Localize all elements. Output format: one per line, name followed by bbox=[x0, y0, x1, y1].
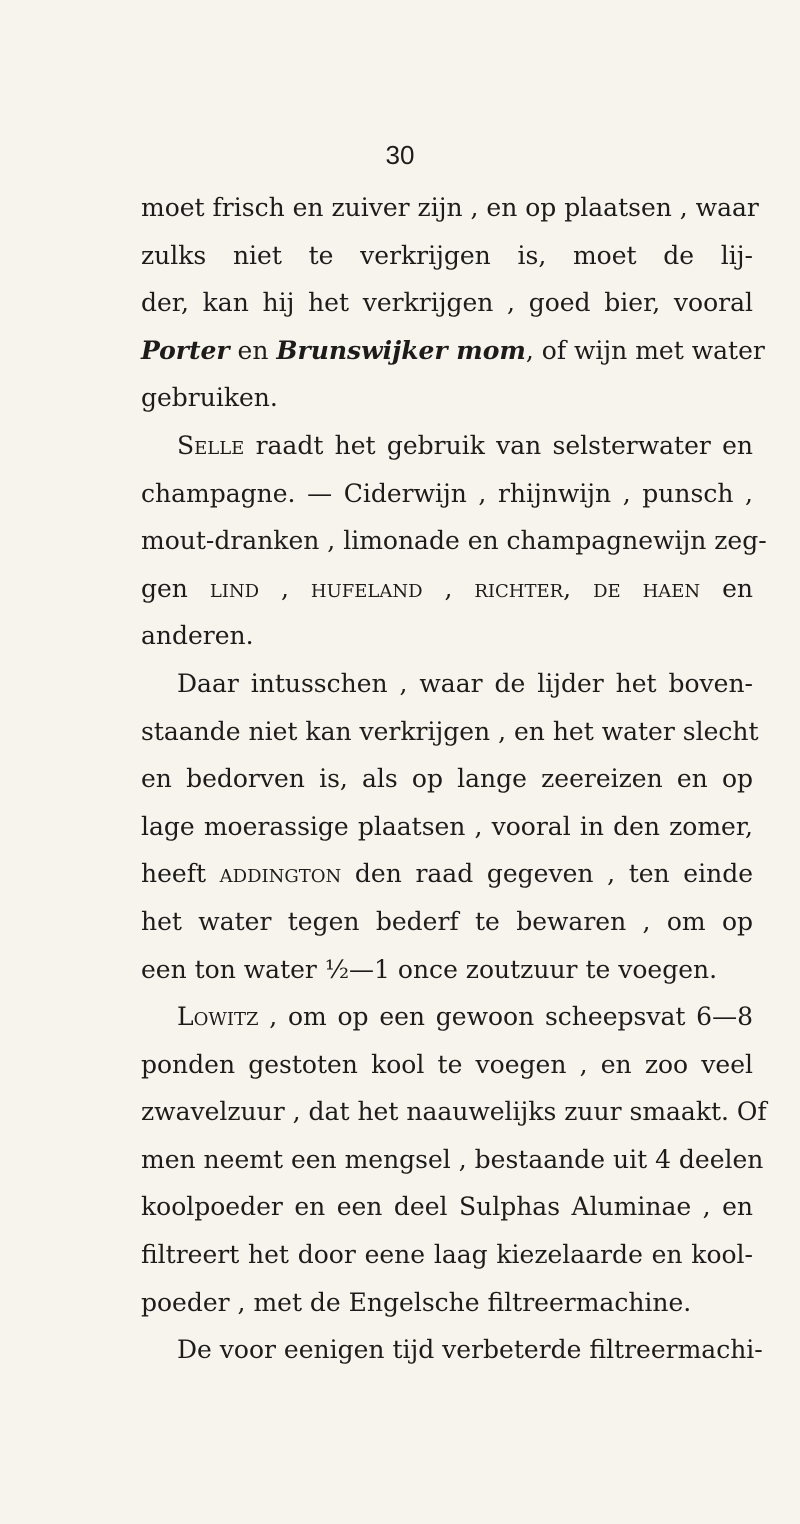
text-line bbox=[141, 993, 753, 1041]
text-line: een ton water ½—1 once zoutzuur te voegen. bbox=[141, 954, 718, 984]
text-run: , of wijn met water bbox=[525, 335, 765, 365]
text-line: mout-dranken , limonade en champagnewijn zeg- bbox=[141, 526, 767, 556]
text-run: der, kan hij het verkrijgen , goed bier, vooral bbox=[141, 288, 753, 318]
text-run: Brunswijker mom bbox=[276, 335, 526, 365]
page-number: 30 bbox=[385, 140, 415, 170]
text-line: moet frisch en zuiver zijn , en op plaatsen , waar bbox=[141, 193, 759, 222]
text-line bbox=[141, 327, 765, 375]
text-line: staande niet kan verkrijgen , en het water slecht bbox=[141, 716, 759, 746]
text-line: ponden gestoten kool te voegen , en zoo veel bbox=[141, 1049, 753, 1079]
text-line: en bedorven is, als op lange zeereizen en op bbox=[141, 764, 753, 794]
text-line: anderen. bbox=[141, 621, 254, 651]
text-line bbox=[141, 279, 753, 327]
body-text bbox=[141, 184, 767, 1374]
text-run: Selle bbox=[177, 430, 245, 460]
text-run: raadt het gebruik van selsterwater en bbox=[244, 430, 753, 460]
text-line bbox=[141, 422, 753, 470]
text-line: zwavelzuur , dat het naauwelijks zuur smaakt. Of bbox=[141, 1097, 767, 1127]
text-run: en bbox=[700, 573, 754, 603]
text-line: De voor eenigen tijd verbeterde filtreermachi- bbox=[177, 1335, 763, 1365]
text-line: men neemt een mengsel , bestaande uit 4 deelen bbox=[141, 1144, 764, 1174]
text-line bbox=[141, 565, 753, 613]
text-line: lage moerassige plaatsen , vooral in den zomer, bbox=[141, 811, 753, 841]
text-line: champagne. — Ciderwijn , rhijnwijn , punsch , bbox=[141, 478, 753, 508]
text-run: Porter bbox=[141, 335, 230, 365]
text-line: Daar intusschen , waar de lijder het boven- bbox=[177, 668, 753, 698]
text-run: , om op een gewoon scheepsvat 6—8 bbox=[258, 1002, 753, 1032]
text-line: gebruiken. bbox=[141, 383, 278, 413]
text-run: lind , hufeland , richter, de haen bbox=[209, 573, 701, 603]
text-run: gen bbox=[141, 573, 210, 603]
text-run: den raad gegeven , ten einde bbox=[341, 859, 753, 889]
text-run: heeft bbox=[141, 859, 220, 889]
text-run: Lowitz bbox=[177, 1002, 259, 1032]
text-run: addington bbox=[219, 859, 342, 889]
text-line: het water tegen bederf te bewaren , om op bbox=[141, 906, 753, 936]
text-run: en bbox=[229, 335, 277, 365]
text-line: poeder , met de Engelsche filtreermachine. bbox=[141, 1287, 692, 1317]
text-line: koolpoeder en een deel Sulphas Aluminae , en bbox=[141, 1192, 753, 1222]
text-line bbox=[141, 850, 753, 898]
text-line: zulks niet te verkrijgen is, moet de lij- bbox=[141, 240, 753, 270]
text-line: filtreert het door eene laag kiezelaarde en kool- bbox=[141, 1240, 753, 1270]
